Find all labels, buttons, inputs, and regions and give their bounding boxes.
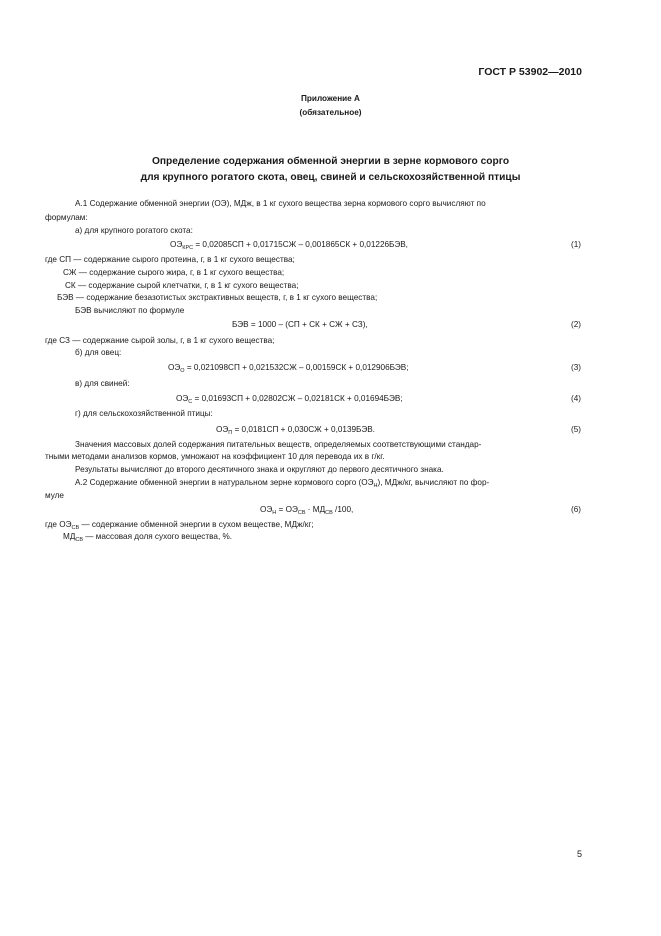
item-b: б) для овец:: [75, 348, 122, 357]
appendix-label: Приложение А: [301, 94, 360, 103]
appendix-status: (обязательное): [299, 108, 362, 117]
item-g: г) для сельскохозяйственной птицы:: [75, 409, 213, 418]
title-line-2: для крупного рогатого скота, овец, свиней и сельскохозяйственной птицы: [140, 172, 521, 183]
item-v: в) для свиней:: [75, 379, 130, 388]
definition-md-sv: $МД_{СВ}$ — массовая доля сухого вещества, %.: [63, 532, 233, 543]
equation-4: $ОЭ_С = 0,01693СП + 0,02802СЖ - 0,02181СК + 0,01694БЭВ$;: [176, 394, 403, 405]
equation-5-number: (5): [570, 425, 581, 434]
definition-sz: где СЗ — содержание сырой золы, г, в 1 кг сухого вещества;: [45, 336, 275, 345]
definition-oe-sv: где $ОЭ_{СВ}$ — содержание обменной энергии в сухом веществе, МДж/кг;: [45, 520, 314, 531]
equation-1-number: (1): [570, 240, 581, 249]
equation-4-number: (4): [570, 394, 581, 403]
paragraph-a1-line-2: формулам:: [45, 213, 88, 222]
bev-intro: БЭВ вычисляют по формуле: [75, 306, 185, 315]
paragraph-results: Результаты вычисляют до второго десятичного знака и округляют до первого десятичного знака.: [75, 465, 444, 474]
paragraph-values-line-2: тными методами анализов кормов, умножают на коэффициент 10 для перевода их в г/кг.: [45, 452, 385, 461]
definition-sk: СК — содержание сырой клетчатки, г, в 1 кг сухого вещества;: [65, 281, 299, 290]
equation-6: $ОЭ_Н = ОЭ_{СВ} \cdot МД_{СВ}$ /100,: [260, 505, 354, 516]
item-a: а) для крупного рогатого скота:: [75, 226, 193, 235]
page-number: 5: [576, 849, 582, 859]
standard-number: ГОСТ Р 53902—2010: [478, 66, 582, 78]
definition-szh: СЖ — содержание сырого жира, г, в 1 кг сухого вещества;: [63, 268, 285, 277]
equation-3-number: (3): [570, 363, 581, 372]
paragraph-a2-line-2: муле: [45, 491, 64, 500]
equation-1: $ОЭ_{КРС} = 0,02085СП + 0,01715СЖ - 0,001865СК + 0,01226БЭВ$,: [170, 240, 408, 251]
definition-bev: БЭВ — содержание безазотистых экстрактивных веществ, г, в 1 кг сухого вещества;: [57, 293, 378, 302]
equation-6-number: (6): [570, 505, 581, 514]
equation-5: $ОЭ_П = 0,0181СП + 0,030СЖ + 0,0139БЭВ$.: [216, 425, 375, 436]
equation-2: БЭВ = 1000 – (СП + СК + СЖ + СЗ),: [232, 320, 368, 329]
paragraph-a1-line-1: А.1 Содержание обменной энергии (ОЭ), МДж, в 1 кг сухого вещества зерна кормового сорго вычисляют по: [75, 199, 486, 208]
paragraph-a2-line-1: А.2 Содержание обменной энергии в натуральном зерне кормового сорго $(ОЭ_Н)$, МДж/кг, вычисляют по фор-: [75, 478, 490, 489]
title-line-1: Определение содержания обменной энергии в зерне кормового сорго: [151, 156, 510, 167]
definition-sp: где СП — содержание сырого протеина, г, в 1 кг сухого вещества;: [45, 255, 295, 264]
paragraph-values-line-1: Значения массовых долей содержания питательных веществ, определяемых соответствующими стандар-: [75, 440, 482, 449]
equation-3: $ОЭ_О = 0,021098СП + 0,021532СЖ - 0,00159СК + 0,012906БЭВ$;: [168, 363, 409, 374]
equation-2-number: (2): [570, 320, 581, 329]
